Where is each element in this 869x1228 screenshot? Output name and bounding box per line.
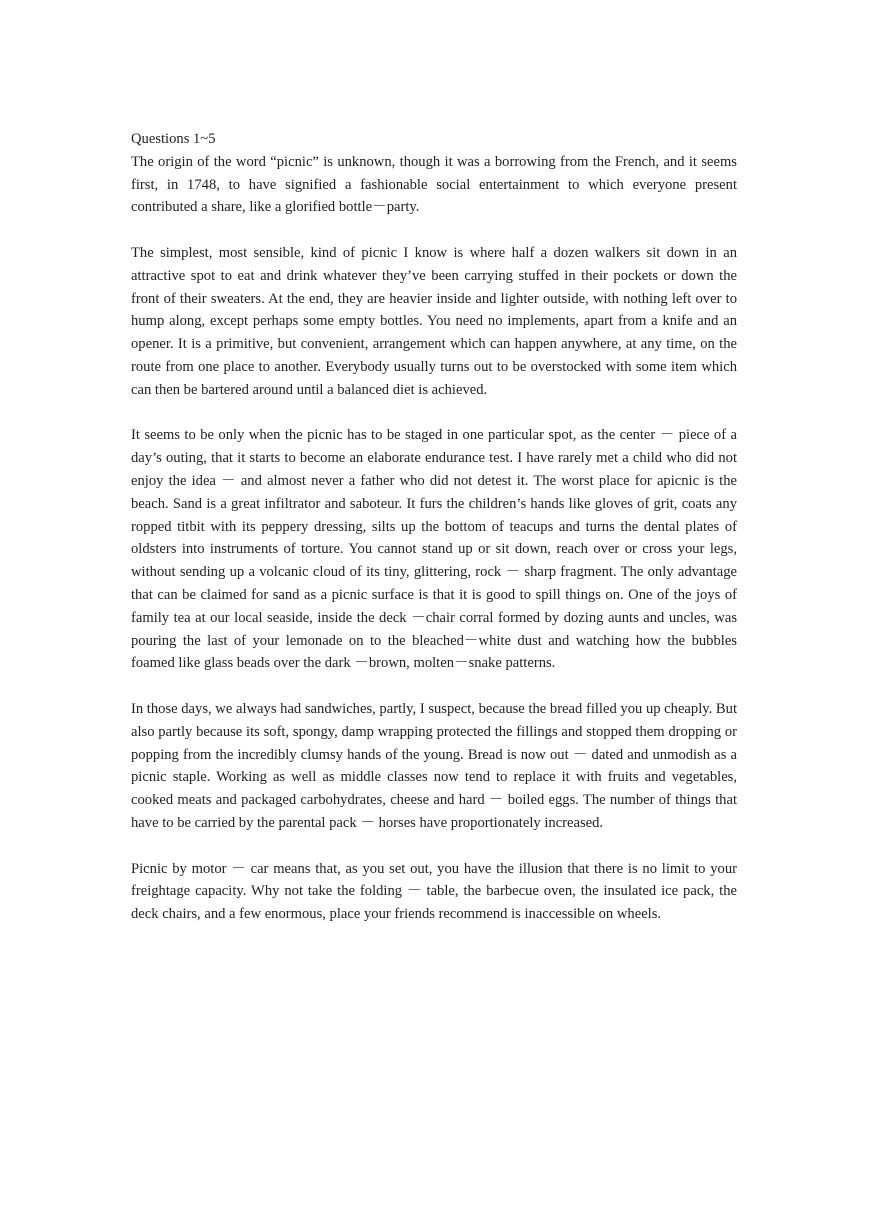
questions-heading: Questions 1~5 (131, 131, 216, 147)
paragraph-1: The origin of the word “picnic” is unknown, though it was a borrowing from the French, and it seems first, in 1748, to have signified a fashionable social entertainment to which everyone present contributed a share, like a glorified bottle－party. (131, 153, 737, 216)
reading-passage (131, 128, 737, 926)
paragraph-4: In those days, we always had sandwiches, partly, I suspect, because the bread filled you up cheaply. But also partly because its soft, spongy, damp wrapping protected the fillings and stopped them dropping or popping from the incredibly clumsy hands of the young. Bread is now out － dated and unmodish as a picnic staple. Working as well as middle classes now tend to replace it with fruits and vegetables, cooked meats and packaged carbohydrates, cheese and hard － boiled eggs. The number of things that have to be carried by the parental pack － horses have proportionately increased. (131, 700, 737, 831)
paragraph-5: Picnic by motor － car means that, as you set out, you have the illusion that there is no limit to your freightage capacity. Why not take the folding － table, the barbecue oven, the insulated ice pack, the deck chairs, and a few enormous, place your friends recommend is inaccessible on wheels. (131, 860, 737, 923)
paragraph-3: It seems to be only when the picnic has to be staged in one particular spot, as the center － piece of a day’s outing, that it starts to become an elaborate endurance test. I have rarely met a child who did not enjoy the idea － and almost never a father who did not detest it. The worst place for apicnic is the beach. Sand is a great infiltrator and saboteur. It furs the children’s hands like gloves of grit, coats any ropped titbit with its peppery dressing, silts up the bottom of teacups and turns the dental plates of oldsters into instruments of torture. You cannot stand up or sit down, reach over or cross your legs, without sending up a volcanic cloud of its tiny, glittering, rock － sharp fragment. The only advantage that can be claimed for sand as a picnic surface is that it is good to spill things on. One of the joys of family tea at our local seaside, inside the deck －chair corral formed by dozing aunts and uncles, was pouring the last of your lemonade on to the bleached－white dust and watching how the bubbles foamed like glass beads over the dark －brown, molten－snake patterns. (131, 427, 737, 672)
paragraph-2: The simplest, most sensible, kind of picnic I know is where half a dozen walkers sit down in an attractive spot to eat and drink whatever they’ve been carrying stuffed in their pockets or down the front of their sweaters. At the end, they are heavier inside and lighter outside, with nothing left over to hump along, except perhaps some empty bottles. You need no implements, apart from a knife and an opener. It is a primitive, but convenient, arrangement which can happen anywhere, at any time, on the route from one place to another. Everybody usually turns out to be overstocked with some item which can then be bartered around until a balanced diet is achieved. (131, 244, 737, 398)
